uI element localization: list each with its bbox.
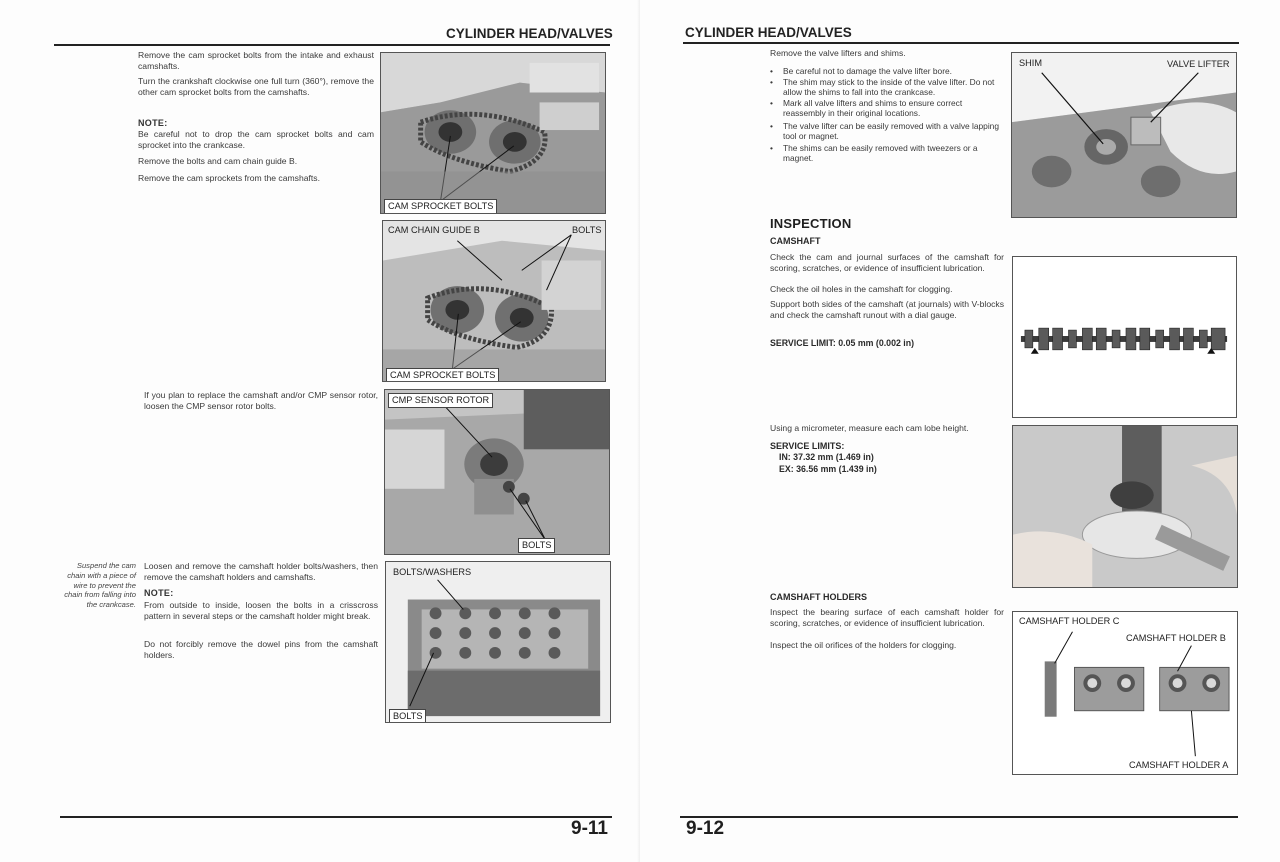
engine-photo-illustration (1012, 53, 1236, 217)
label-cmp-sensor-rotor: CMP SENSOR ROTOR (388, 393, 493, 408)
page-header: CYLINDER HEAD/VALVES (685, 25, 852, 40)
note-heading-2: NOTE: (144, 588, 174, 598)
figure-shim-valve-lifter (1011, 52, 1237, 218)
text-remove-sprocket-bolts: Remove the cam sprocket bolts from the intake and exhaust camshafts. (138, 50, 374, 71)
figure-camshaft (1012, 256, 1237, 418)
right-page (640, 0, 1280, 862)
inspection-heading: INSPECTION (770, 216, 852, 231)
text-check-oil-holes: Check the oil holes in the camshaft for clogging. (770, 284, 953, 294)
label-bolts-3: BOLTS (389, 709, 426, 723)
side-note: Suspend the cam chain with a piece of wire to prevent the chain from falling into the crankcase. (64, 561, 136, 610)
figure-camshaft-holders (1012, 611, 1238, 775)
figure-micrometer-measure (1012, 425, 1238, 588)
footer-rule (680, 816, 1238, 818)
label-bolts: BOLTS (572, 225, 602, 235)
note-heading: NOTE: (138, 118, 168, 128)
label-cam-sprocket-bolts: CAM SPROCKET BOLTS (384, 199, 497, 214)
figure-cam-sprocket-bolts (380, 52, 606, 214)
camshaft-holders-heading: CAMSHAFT HOLDERS (770, 592, 867, 602)
text-check-surfaces: Check the cam and journal surfaces of the camshaft for scoring, scratches, or evidence of insufficient lubrication. (770, 252, 1004, 273)
page-number: 9-11 (571, 818, 608, 839)
camshaft-illustration (1013, 257, 1236, 417)
text-remove-holders: Loosen and remove the camshaft holder bolts/washers, then remove the camshaft holders and camshafts. (144, 561, 378, 582)
limit-intake: IN: 37.32 mm (1.469 in) (779, 452, 874, 462)
label-shim: SHIM (1019, 58, 1042, 68)
page-header: CYLINDER HEAD/VALVES (446, 26, 613, 41)
bullet-2: • The shim may stick to the inside of the valve lifter. Do not allow the shims to fall into the crankcase. (770, 77, 1006, 97)
micrometer-photo-illustration (1013, 426, 1237, 587)
service-limits-heading: SERVICE LIMITS: (770, 441, 845, 451)
figure-cmp-sensor-rotor (384, 389, 610, 555)
engine-photo-illustration (383, 221, 605, 381)
label-cam-chain-guide-b: CAM CHAIN GUIDE B (388, 225, 480, 235)
engine-photo-illustration (386, 562, 610, 722)
text-remove-guide: Remove the bolts and cam chain guide B. (138, 156, 298, 166)
text-micrometer: Using a micrometer, measure each cam lobe height. (770, 423, 969, 433)
label-camshaft-holder-c: CAMSHAFT HOLDER C (1019, 616, 1120, 626)
footer-rule (60, 816, 612, 818)
label-camshaft-holder-a: CAMSHAFT HOLDER A (1129, 760, 1229, 770)
text-dowel-pins: Do not forcibly remove the dowel pins from the camshaft holders. (144, 639, 378, 660)
text-inspect-orifices: Inspect the oil orifices of the holders for clogging. (770, 640, 957, 650)
label-valve-lifter: VALVE LIFTER (1167, 59, 1230, 69)
label-bolts-washers: BOLTS/WASHERS (393, 567, 472, 577)
label-bolts-2: BOLTS (518, 538, 555, 553)
bullet-4: • The valve lifter can be easily removed with a valve lapping tool or magnet. (770, 121, 1006, 141)
text-inspect-bearing: Inspect the bearing surface of each camshaft holder for scoring, scratches, or evidence of insufficient lubrication. (770, 607, 1004, 628)
bullet-1: • Be careful not to damage the valve lifter bore. (770, 66, 1006, 76)
text-remove-sprockets: Remove the cam sprockets from the camshafts. (138, 173, 320, 183)
text-support-camshaft: Support both sides of the camshaft (at journals) with V-blocks and check the camshaft runout with a dial gauge. (770, 299, 1004, 320)
label-cam-sprocket-bolts-2: CAM SPROCKET BOLTS (386, 368, 499, 382)
camshaft-heading: CAMSHAFT (770, 236, 821, 246)
limit-exhaust: EX: 36.56 mm (1.439 in) (779, 464, 877, 474)
page-number: 9-12 (686, 818, 725, 839)
figure-cam-chain-guide (382, 220, 606, 382)
figure-camshaft-holders-removal (385, 561, 611, 723)
bullet-3: • Mark all valve lifters and shims to ensure correct reassembly in their original locations. (770, 98, 1006, 118)
text-cmp-sensor: If you plan to replace the camshaft and/or CMP sensor rotor, loosen the CMP sensor rotor bolts. (144, 390, 378, 411)
bullet-5: • The shims can be easily removed with tweezers or a magnet. (770, 143, 1006, 163)
engine-photo-illustration (381, 53, 605, 213)
service-limit-runout: SERVICE LIMIT: 0.05 mm (0.002 in) (770, 338, 915, 348)
text-turn-crankshaft: Turn the crankshaft clockwise one full turn (360°), remove the other cam sprocket bolts from the camshafts. (138, 76, 374, 97)
text-remove-lifters: Remove the valve lifters and shims. (770, 48, 906, 58)
engine-photo-illustration (385, 390, 609, 554)
label-camshaft-holder-b: CAMSHAFT HOLDER B (1126, 633, 1226, 643)
note-text-2: From outside to inside, loosen the bolts in a crisscross pattern in several steps or the camshaft holder might break. (144, 600, 378, 621)
header-rule (54, 44, 610, 46)
note-text: Be careful not to drop the cam sprocket bolts and cam sprocket into the crankcase. (138, 129, 374, 150)
header-rule (683, 42, 1239, 44)
